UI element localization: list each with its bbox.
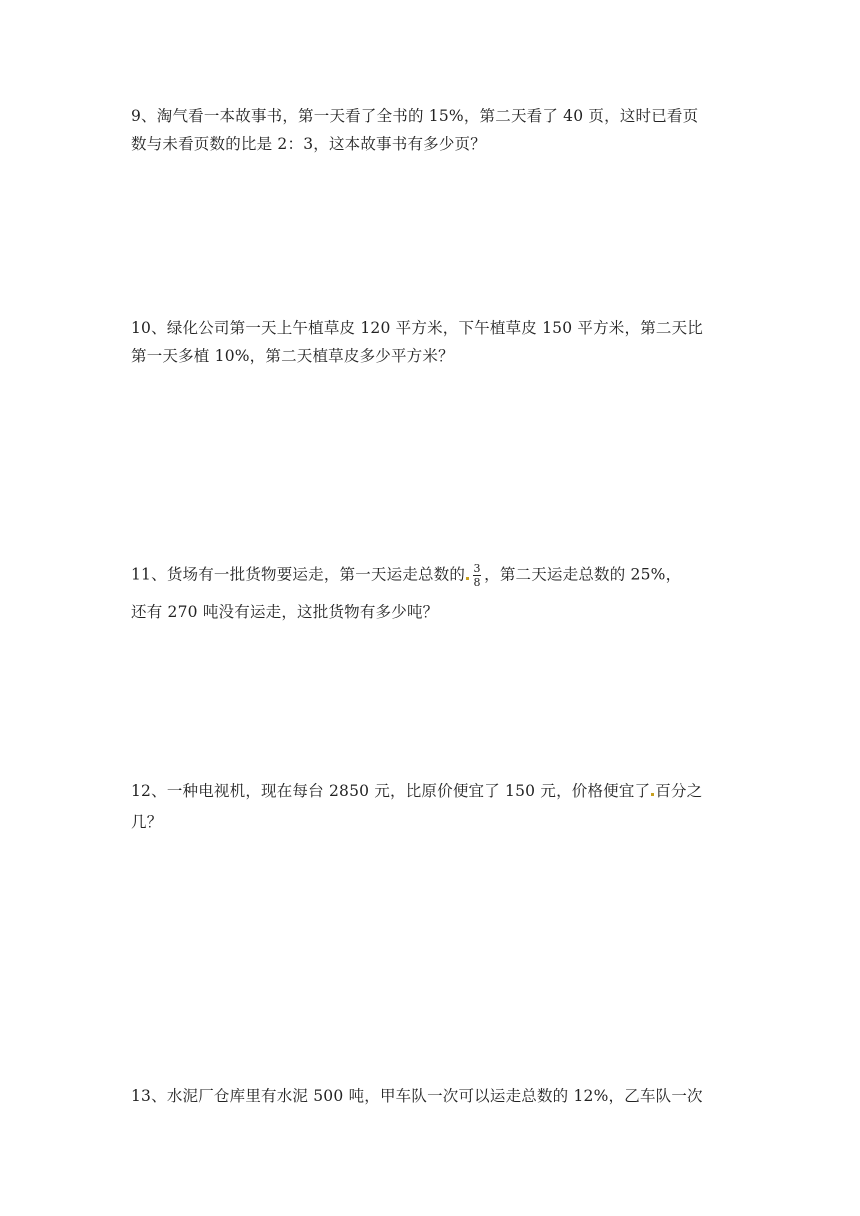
problem-9-line-2: 数与未看页数的比是 2：3，这本故事书有多少页？	[131, 135, 486, 153]
problem-10-line-1: 10、绿化公司第一天上午植草皮 120 平方米，下午植草皮 150 平方米，第二天比	[131, 319, 704, 337]
problem-12-text-before: 12、一种电视机，现在每台 2850 元，比原价便宜了 150 元，价格便宜了	[131, 782, 651, 800]
problem-11-text-after: ，第二天运走总数的 25%，	[484, 565, 682, 584]
problem-11-line-2: 还有 270 吨没有运走，这批货物有多少吨？	[131, 603, 439, 621]
problem-13-line-1: 13、水泥厂仓库里有水泥 500 吨，甲车队一次可以运走总数的 12%，乙车队一次	[131, 1087, 703, 1105]
problem-12-line-2: 几？	[131, 813, 163, 831]
fraction-numerator: 3	[473, 562, 481, 575]
problem-12-line-1	[131, 781, 702, 801]
problem-10-line-2: 第一天多植 10%，第二天植草皮多少平方米？	[131, 347, 454, 365]
problem-11-line-1	[131, 563, 681, 588]
fraction	[473, 563, 481, 588]
problem-11-text-before: 11、货场有一批货物要运走，第一天运走总数的	[131, 565, 466, 584]
fraction-denominator: 8	[473, 576, 481, 589]
annotation-mark	[466, 577, 469, 580]
problem-12-text-after: 百分之	[655, 782, 703, 800]
problem-9-line-1: 9、淘气看一本故事书，第一天看了全书的 15%，第二天看了 40 页，这时已看页	[131, 107, 699, 125]
annotation-mark	[651, 793, 654, 796]
